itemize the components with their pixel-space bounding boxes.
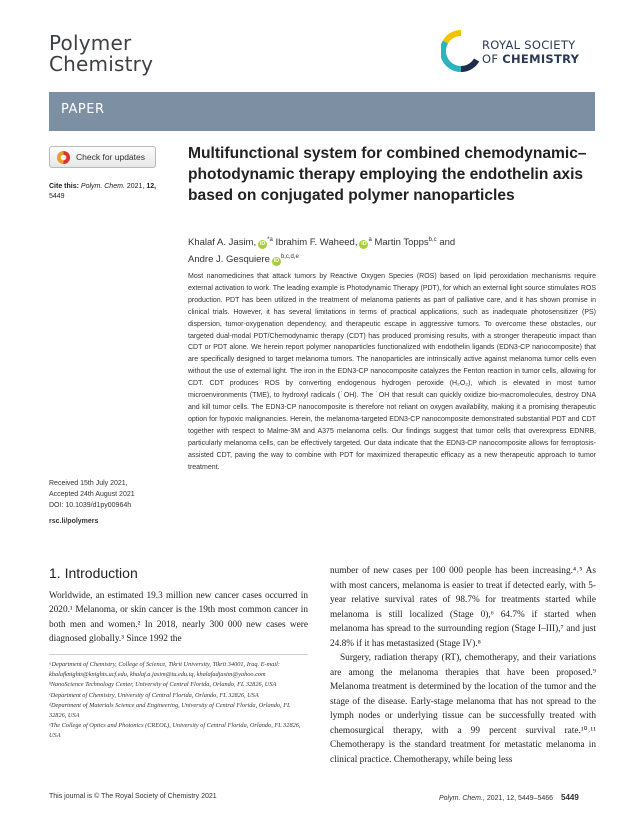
footnote: ᵉThe College of Optics and Photonics (CREOL), University of Central Florida, Orlando, FL 32826, USA bbox=[49, 722, 301, 739]
publisher-name bbox=[482, 38, 579, 66]
footer-journal: Polym. Chem., bbox=[439, 795, 485, 802]
copyright-footer: This journal is © The Royal Society of Chemistry 2021 bbox=[49, 793, 217, 800]
article-history bbox=[49, 478, 179, 527]
footer-reference: 2021, 12, 5449–5466 bbox=[486, 795, 554, 802]
orcid-icon[interactable]: iD bbox=[361, 241, 367, 247]
rsc-logo-navy-arc bbox=[461, 60, 477, 69]
footnote-divider bbox=[49, 654, 308, 655]
publisher-chemistry: CHEMISTRY bbox=[502, 52, 580, 66]
orcid-icon[interactable]: iD bbox=[259, 241, 266, 247]
author-affiliation: b,c,d,e bbox=[280, 254, 299, 260]
page-number: 5449 bbox=[561, 793, 579, 802]
received-date: Received 15th July 2021, bbox=[49, 480, 128, 487]
article-type-banner bbox=[49, 92, 595, 131]
body-column-left bbox=[49, 589, 308, 647]
footnote: ᵇNanoScience Technology Center, University of Central Florida, Orlando, FL 32826, USA bbox=[49, 681, 277, 688]
author-name[interactable]: Ibrahim F. Waheed, bbox=[275, 237, 358, 248]
article-title: Multifunctional system for combined chemodynamic–photodynamic therapy employing the endothelin axis based on conjugated polymer nanoparticles bbox=[188, 145, 587, 204]
body-paragraph: Worldwide, an estimated 19.3 million new cancer cases occurred in 2020.¹ Melanoma, or skin cancer is the 19th most common cancer in both men and women.² In 2018, nearly 300 000 new cases were diagnosed globally.³ Since 1992 the bbox=[49, 591, 308, 645]
cite-volume: 12, bbox=[146, 183, 157, 190]
cite-year: 2021, bbox=[126, 183, 145, 190]
publisher-line1: ROYAL SOCIETY bbox=[482, 38, 576, 52]
cite-label: Cite this: bbox=[49, 183, 79, 190]
journal-site-link[interactable]: rsc.li/polymers bbox=[49, 518, 99, 525]
doi-text[interactable]: DOI: 10.1039/d1py00964h bbox=[49, 502, 132, 509]
author-name[interactable]: Khalaf A. Jasim, bbox=[188, 237, 257, 248]
rsc-logo-yellow-arc bbox=[445, 33, 461, 42]
article-type-label: PAPER bbox=[61, 102, 105, 117]
citation-info bbox=[49, 182, 167, 202]
cite-journal: Polym. Chem. bbox=[80, 183, 125, 190]
author-affiliation: b,c bbox=[428, 237, 437, 243]
publisher-of: OF bbox=[482, 52, 499, 66]
check-updates-label: Check for updates bbox=[76, 152, 145, 162]
page-footer bbox=[439, 793, 579, 802]
affiliation-footnotes bbox=[49, 660, 308, 741]
publisher-line2 bbox=[482, 52, 579, 66]
cite-pages: 5449 bbox=[49, 193, 65, 200]
section-heading: 1. Introduction bbox=[49, 565, 138, 581]
author-name[interactable]: Martin Topps bbox=[374, 237, 429, 248]
footnote: ᶜDepartment of Chemistry, University of Central Florida, Orlando, FL 32826, USA bbox=[49, 691, 259, 699]
body-paragraph: Surgery, radiation therapy (RT), chemotherapy, and their variations are among the melanoma therapies that have been proposed.⁹ Melanoma treatment is determined by the location of the tumor and the stage of the disease. Early-stage melanoma that has not spread to the lymph nodes or underlying tissue can be successfully treated with chemosurgical therapy, with a 99 percent survival rate.¹⁰˒¹¹ Chemotherapy is the standard treatment for metastatic melanoma in clinical practice. Chemotherapy, while being less bbox=[330, 653, 596, 765]
body-column-right bbox=[330, 564, 596, 767]
abstract-text: Most nanomedicines that attack tumors by Reactive Oxygen Species (ROS) based on lipid peroxidation mechanisms require external activation to work. The leading example is Photodynamic Therapy (PDT), for which an external light source stimulates ROS production. PDT has been utilized in the treatment of melanoma patients as part of palliative care, and it has shown promise in clinical trials. However, it has several limitations in terms of practical applications, such as inadequate photosensitizer (PS) dispersion, tumor-oxygenation dependency, and therapeutic escape in aggressive tumors. To overcome these obstacles, our targeted dual-modal PDT/Chemodynamic therapy (CDT) has produced promising results, with a stronger therapeutic impact than CDT or PDT alone. We herein report polymer nanoparticles functionalized with endothelin ligands (EDN3-CP nanocomposite) that are specifically designed to target melanoma tumors. The nanoparticles are intrinsically active against melanoma tumor cells even without the use of external light. The iron in the EDN3-CP nanocomposite catalyzes the Fenton reaction in tumor cells, allowing for CDT. CDT produces ROS by converting endogenous hydrogen peroxide (H₂O₂), which is elevated in most tumor microenvironments (TME), to hydroxyl radicals (˙OH). The ˙OH that result can quickly oxidize bio-macromolecules, destroy DNA and kill tumor cells. The EDN3-CP nanocomposite is therefore not reliant on oxygen availability, making it a promising therapeutic option for hypoxic malignancies. Herein, the melanoma-targeted EDN3-CP nanocomposite demonstrated substantial PDT and CDT together with respect to Malme-3M and A375 melanoma cells. Our findings suggest that tumor cells that overexpress EDNRB, particularly melanoma cells, can be effectively targeted. Our data indicate that the EDN3-CP nanocomposite allows for ferroptosis-assisted CDT, paving the way to combine with PDT for maximized therapeutic efficacy as a new therapeutic approach to tumor treatment. bbox=[188, 273, 596, 471]
body-paragraph: number of new cases per 100 000 people has been increasing.⁴˒⁵ As with most cancers, melanoma is easier to treat if detected early, with 5-year relative survival rates of 98.7% for treatments started while melanoma is still localized (Stage 0),⁶ 64.7% if started when melanoma has spread to the surrounding region (Stage I–III),⁷ and just 24.8% if it has metastasized (Stage IV).⁸ bbox=[330, 566, 596, 649]
author-affiliation: *a bbox=[267, 237, 273, 243]
author-affiliation: a bbox=[368, 237, 372, 243]
check-for-updates-button[interactable] bbox=[49, 146, 156, 168]
journal-title-line2: Chemistry bbox=[49, 52, 154, 76]
orcid-icon[interactable]: iD bbox=[273, 258, 280, 264]
footnote: ᵃDepartment of Chemistry, College of Science, Tikrit University, Tikrit 34001, Iraq. E-mail: khalafknights@knights.ucf.edu, khalaf.a.jasim@tu.edu.iq, khalafadjasim@yahoo.com bbox=[49, 661, 280, 678]
author-name[interactable]: Andre J. Gesquiere bbox=[188, 254, 270, 265]
author-list bbox=[188, 233, 598, 267]
accepted-date: Accepted 24th August 2021 bbox=[49, 491, 135, 498]
rsc-logo-teal-arc bbox=[443, 42, 461, 69]
check-updates-icon bbox=[56, 150, 71, 165]
journal-title bbox=[49, 33, 153, 75]
author-and: and bbox=[439, 237, 456, 248]
footnote: ᵈDepartment of Materials Science and Engineering, University of Central Florida, Orlando, FL 32826, USA bbox=[49, 702, 291, 719]
journal-title-line1: Polymer bbox=[49, 31, 132, 55]
